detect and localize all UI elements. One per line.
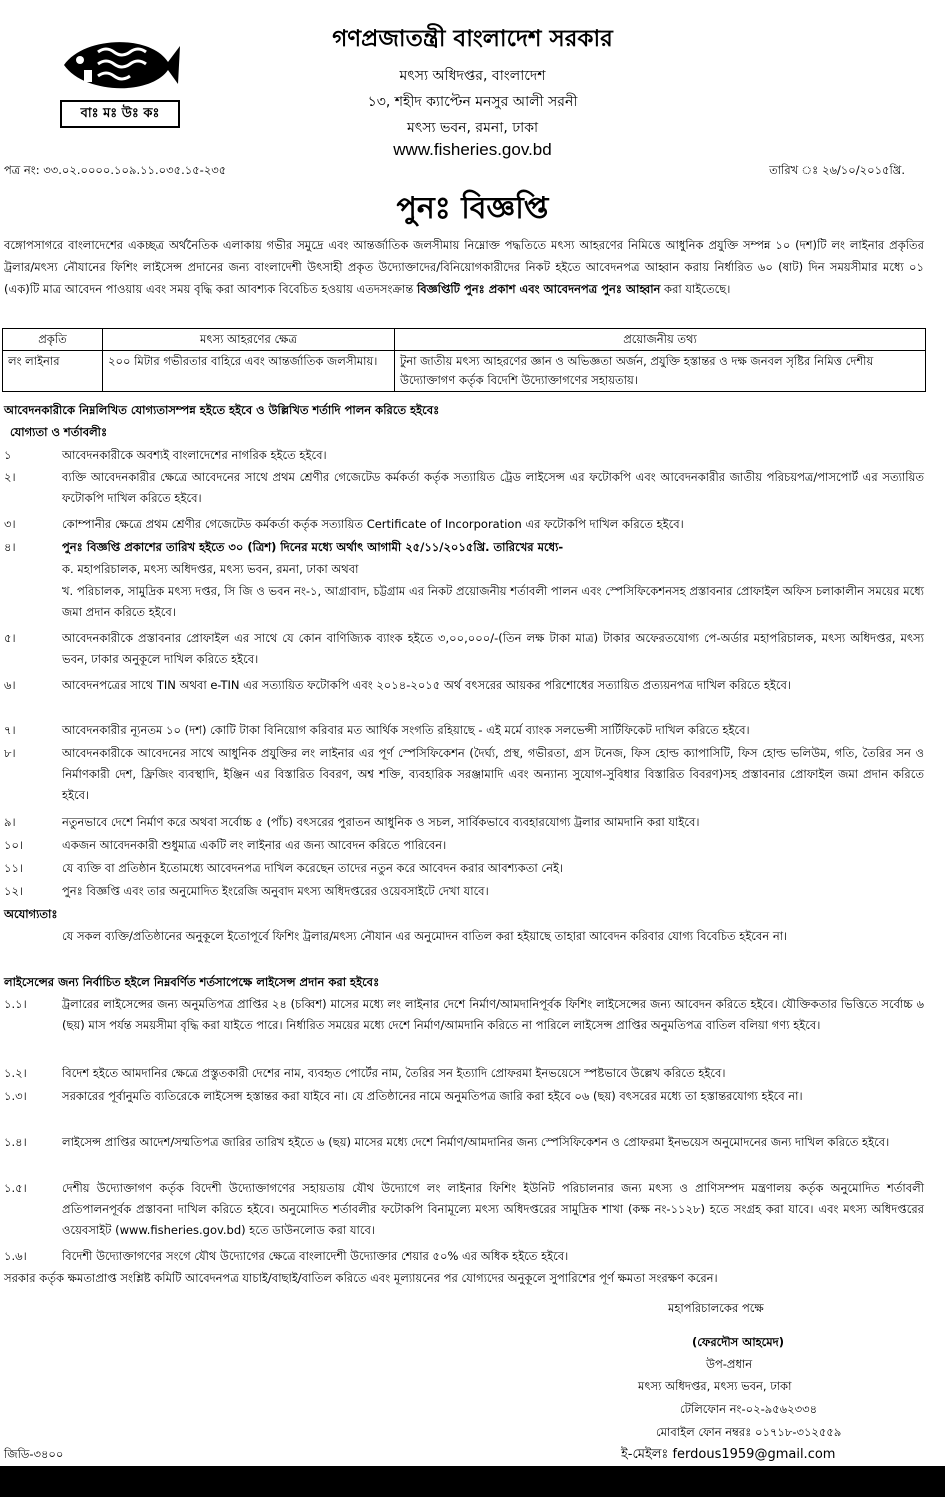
eligibility-item: কোম্পানীর ক্ষেত্রে প্রথম শ্রেণীর গেজেটেড কর্মকর্তা কর্তৃক সত্যায়িত Certificate of Incorporation এর ফটোকপি দাখিল করিতে হইবে। [62, 517, 684, 531]
intro-paragraph [4, 234, 924, 300]
table-header: প্রকৃতি [3, 329, 103, 351]
eligibility-item: নতুনভাবে দেশে নির্মাণ করে অথবা সর্বোচ্চ ৫ (পাঁচ) বৎসরের পুরাতন আধুনিক ও সচল, সার্বিকভাবে ব্যবহারযোগ্য ট্রলার আমদানি করা যাইবে। [62, 815, 700, 829]
eligibility-heading: আবেদনকারীকে নিম্নলিখিত যোগ্যতাসম্পন্ন হইতে হইবে ও উল্লিখিত শর্তাদি পালন করিতে হইবেঃ [4, 403, 440, 417]
item-number: ৪। [4, 540, 16, 554]
license-item: ট্রলারের লাইসেন্সের জন্য অনুমতিপত্র প্রাপ্তির ২৪ (চব্বিশ) মাসের মধ্যে লং লাইনার দেশে নির্মাণ/আমদানিপূর্বক ফিশিং লাইসেন্সের জন্য আবেদন করিতে হইবে। যৌক্তিকতার ভিত্তিতে সর্বোচ্চ ৬ (ছয়) মাস পর্যন্ত সময়সীমা বৃদ্ধি করা যাইতে পারে। নির্ধারিত সময়ের মধ্যে দেশে নির্মাণ/আমদানি করিতে না পারিলে লাইসেন্স প্রাপ্তির অনুমতিপত্র বাতিল বলিয়া গণ্য হইবে। [62, 997, 924, 1032]
submission-office-b: খ. পরিচালক, সামুদ্রিক মৎস্য দপ্তর, সি জি ও ভবন নং-১, আগ্রাবাদ, চট্টগ্রাম এর নিকট প্রয়োজনীয় শর্তাবলী পালন এবং স্পেসিফিকেশনসহ প্রস্তাবনার প্রোফাইল অফিস চলাকালীন সময়ের মধ্যে জমা প্রদান করিতে হইবে। [62, 584, 924, 619]
submission-office-a: ক. মহাপরিচালক, মৎস্য অধিদপ্তর, মৎস্য ভবন, রমনা, ঢাকা অথবা [62, 562, 359, 576]
eligibility-item: যে ব্যক্তি বা প্রতিষ্ঠান ইতোমধ্যে আবেদনপত্র দাখিল করেছেন তাদের নতুন করে আবেদন করার আবশ্যকতা নেই। [62, 861, 564, 875]
eligibility-item: আবেদনপত্রের সাথে TIN অথবা e-TIN এর সত্যায়িত ফটোকপি এবং ২০১৪-২০১৫ অর্থ বৎসরের আয়কর পরিশোধের সত্যায়িত প্রত্যয়নপত্র দাখিল করিতে হইবে। [62, 678, 791, 692]
item-number: ৬। [4, 678, 16, 692]
signatory-name: (ফেরদৌস আহমেদ) [692, 1335, 784, 1349]
item-number: ১.৬। [4, 1249, 27, 1263]
table-cell: টুনা জাতীয় মৎস্য আহরণের জ্ঞান ও অভিজ্ঞতা অর্জন, প্রযুক্তি হস্তান্তর ও দক্ষ জনবল সৃষ্টির নিমিত্ত দেশীয় উদ্যোক্তাগণ কর্তৃক বিদেশি উদ্যোক্তাগণের সহায়তায়। [395, 351, 926, 392]
table-header: মৎস্য আহরণের ক্ষেত্র [103, 329, 395, 351]
table-cell: লং লাইনার [3, 351, 103, 392]
item-number: ৯। [4, 815, 16, 829]
item-number: ২। [4, 470, 16, 484]
notice-date: তারিখ ঃ ২৬/১০/২০১৫খ্রি. [769, 163, 905, 177]
website-link[interactable]: www.fisheries.gov.bd [393, 140, 552, 159]
item-number: ৩। [4, 517, 16, 531]
disqualification-text: যে সকল ব্যক্তি/প্রতিষ্ঠানের অনুকূলে ইতোপূর্বে ফিশিং ট্রলার/মৎস্য নৌযান এর অনুমোদন বাতিল করা হইয়াছে তাহারা আবেদন করিবার যোগ্য বিবেচিত হইবেন না। [62, 929, 788, 943]
license-item: দেশীয় উদ্যোক্তাগণ কর্তৃক বিদেশী উদ্যোক্তাগণের সহায়তায় যৌথ উদ্যোগে লং লাইনার ফিশিং ইউনিট পরিচালনার জন্য মৎস্য ও প্রাণিসম্পদ মন্ত্রণালয় কর্তৃক অনুমোদিত শর্তাবলী প্রতিপালনপূর্বক প্রস্তাবনা দাখিল করিতে হইবে। অনুমোদিত শর্তাবলীর ফটোকপি বিনামূল্যে মৎস্য অধিদপ্তরের সামুদ্রিক শাখা (কক্ষ নং-১১২৮) হতে সংগ্রহ করা যাবে। এবং মৎস্য অধিদপ্তরের ওয়েবসাইট (www.fisheries.gov.bd) হতে ডাউনলোড করা যাবে। [62, 1181, 924, 1237]
on-behalf-label: মহাপরিচালকের পক্ষে [668, 1301, 764, 1315]
table-header: প্রয়োজনীয় তথ্য [395, 329, 926, 351]
eligibility-subheading: যোগ্যতা ও শর্তাবলীঃ [10, 425, 108, 439]
intro-text: বঙ্গোপসাগরে বাংলাদেশের একচ্ছত্র অর্থনৈতিক এলাকায় গভীর সমুদ্রে এবং আন্তর্জাতিক জলসীমায় নিম্নোক্ত পদ্ধতিতে মৎস্য আহরণের নিমিত্তে আধুনিক প্রযুক্তি সম্পন্ন ১০ (দশ)টি লং লাইনার প্রকৃতির ট্রলার/মৎস্য নৌযানের ফিশিং লাইসেন্স প্রদানের জন্য বাংলাদেশী উৎসাহী প্রকৃত উদ্যোক্তাদের/বিনিয়োগকারীদের নিকট হইতে আবেদনপত্র আহ্বান করায় নির্ধারিত ৬০ (ষাট) দিন সময়সীমার মধ্যে ০১ (এক)টি মাত্র আবেদন পাওয়ায় এবং সময় বৃদ্ধি করা আবশ্যক বিবেচিত হওয়ায় এতদসংক্রান্ত [4, 238, 924, 296]
item-number: ১১। [4, 861, 24, 875]
license-item: সরকারের পূর্বানুমতি ব্যতিরেকে লাইসেন্স হস্তান্তর করা যাইবে না। যে প্রতিষ্ঠানের নামে অনুমতিপত্র জারি করা হইবে ০৬ (ছয়) বৎসরের মধ্যে তা হস্তান্তরযোগ্য হইবে না। [62, 1089, 803, 1103]
item-number: ৭। [4, 723, 16, 737]
license-item: বিদেশ হইতে আমদানির ক্ষেত্রে প্রস্তুতকারী দেশের নাম, ব্যবহৃত পোর্টের নাম, তৈরির সন ইত্যাদি প্রোফরমা ইনভয়েসে স্পষ্টভাবে উল্লেখ করিতে হইবে। [62, 1066, 726, 1080]
license-heading: লাইসেন্সের জন্য নির্বাচিত হইলে নিম্নবর্ণিত শর্তসাপেক্ষে লাইসেন্স প্রদান করা হইবেঃ [4, 975, 380, 989]
bottom-border [0, 1466, 945, 1497]
notice-title: পুনঃ বিজ্ঞপ্তি [396, 191, 549, 226]
intro-bold: বিজ্ঞপ্তিটি পুনঃ প্রকাশ এবং আবেদনপত্র পুনঃ আহ্বান [416, 282, 661, 296]
closing-statement: সরকার কর্তৃক ক্ষমতাপ্রাপ্ত সংশ্লিষ্ট কমিটি আবেদনপত্র যাচাই/বাছাই/বাতিল করিতে এবং মূল্যায়নের পর যোগ্যদের অনুকূলে সুপারিশের পূর্ণ ক্ষমতা সংরক্ষণ করেন। [4, 1271, 718, 1285]
logo-label: বাঃ মঃ উঃ কঃ [60, 100, 180, 128]
footer-code: জিডি-৩৪০০ [4, 1447, 64, 1461]
eligibility-item: আবেদনকারীকে আবেদনের সাথে আধুনিক প্রযুক্তির লং লাইনার এর পূর্ণ স্পেসিফিকেশন (দৈর্ঘ্য, প্রস্থ, গভীরতা, গ্রস টনেজ, ফিস হোল্ড ক্যাপাসিটি, ফিস হোল্ড ভলিউম, গতি, তৈরির সন ও নির্মাণকারী দেশ, ফ্রিজিং ব্যবস্থাদি, ইঞ্জিন এর বিস্তারিত বিবরণ, অশ্ব শক্তি, ব্যবহারিক সরঞ্জামাদি এবং অন্যান্য সুযোগ-সুবিধার বিস্তারিত বিবরণ)সহ প্রস্তাবনার প্রোফাইল জমা প্রদান করিতে হইবে। [62, 746, 924, 802]
table-header-row [3, 329, 926, 351]
item-number: ৫। [4, 631, 16, 645]
signatory-designation: উপ-প্রধান [706, 1357, 753, 1371]
item-number: ১.৩। [4, 1089, 27, 1103]
item-number: ১২। [4, 884, 24, 898]
eligibility-item: একজন আবেদনকারী শুধুমাত্র একটি লং লাইনার এর জন্য আবেদন করিতে পারিবেন। [62, 838, 447, 852]
signatory-email[interactable]: ই-মেইলঃ ferdous1959@gmail.com [621, 1447, 836, 1462]
eligibility-item-deadline: পুনঃ বিজ্ঞপ্তি প্রকাশের তারিখ হইতে ৩০ (ত্রিশ) দিনের মধ্যে অর্থাৎ আগামী ২৫/১১/২০১৫খ্রি. তারিখের মধ্যে- [62, 540, 564, 554]
fishing-info-table [2, 328, 926, 392]
intro-tail: করা যাইতেছে। [660, 282, 731, 296]
license-item: বিদেশী উদ্যোক্তাগণের সংগে যৌথ উদ্যোগের ক্ষেত্রে বাংলাদেশী উদ্যোক্তার শেয়ার ৫০% এর অধিক হইতে হইবে। [62, 1249, 569, 1263]
address-line-2: মৎস্য ভবন, রমনা, ঢাকা [406, 120, 539, 136]
government-title: গণপ্রজাতন্ত্রী বাংলাদেশ সরকার [332, 26, 613, 52]
item-number: ১.৫। [4, 1181, 27, 1195]
table-cell: ২০০ মিটার গভীরতার বাহিরে এবং আন্তর্জাতিক জলসীমায়। [103, 351, 395, 392]
eligibility-item: আবেদনকারীকে অবশ্যই বাংলাদেশের নাগরিক হইতে হইবে। [62, 448, 327, 462]
table-row [3, 351, 926, 392]
item-number: ১.৪। [4, 1135, 27, 1149]
license-item: লাইসেন্স প্রাপ্তির আদেশ/সম্মতিপত্র জারির তারিখ হইতে ৬ (ছয়) মাসের মধ্যে দেশে নির্মাণ/আমদানির জন্য স্পেসিফিকেশন ও প্রোফরমা ইনভয়েস অনুমোদনের জন্য দাখিল করিতে হইবে। [62, 1135, 890, 1149]
item-number: ৮। [4, 746, 16, 760]
eligibility-item: আবেদনকারীর ন্যূনতম ১০ (দশ) কোটি টাকা বিনিয়োগ করিবার মত আর্থিক সংগতি রহিয়াছে - এই মর্মে ব্যাংক সলভেন্সী সার্টিফিকেট দাখিল করিতে হইবে। [62, 723, 750, 737]
eligibility-item: ব্যক্তি আবেদনকারীর ক্ষেত্রে আবেদনের সাথে প্রথম শ্রেণীর গেজেটেড কর্মকর্তা কর্তৃক সত্যায়িত ট্রেড লাইসেন্স এর ফটোকপি এবং আবেদনকারীর জাতীয় পরিচয়পত্র/পাসপোর্ট এর সত্যায়িত ফটোকপি দাখিল করিতে হইবে। [62, 470, 924, 505]
office-name: মৎস্য অধিদপ্তর, বাংলাদেশ [399, 68, 546, 84]
eligibility-item: আবেদনকারীকে প্রস্তাবনার প্রোফাইল এর সাথে যে কোন বাণিজ্যিক ব্যাংক হইতে ৩,০০,০০০/-(তিন লক্ষ টাকা মাত্র) টাকার অফেরতযোগ্য পে-অর্ডার মহাপরিচালক, মৎস্য অধিদপ্তর, মৎস্য ভবন, ঢাকার অনুকূলে দাখিল করিতে হইবে। [62, 631, 924, 666]
item-number: ১ [4, 448, 12, 462]
address-line-1: ১৩, শহীদ ক্যাপ্টেন মনসুর আলী সরনী [367, 94, 578, 110]
fisheries-logo [58, 32, 182, 128]
eligibility-item: পুনঃ বিজ্ঞপ্তি এবং তার অনুমোদিত ইংরেজি অনুবাদ মৎস্য অধিদপ্তরের ওয়েবসাইটে দেখা যাবে। [62, 884, 489, 898]
reference-number: পত্র নং: ৩৩.০২.০০০০.১০৯.১১.০৩৫.১৫-২৩৫ [4, 163, 227, 177]
item-number: ১.২। [4, 1066, 27, 1080]
signatory-mobile: মোবাইল ফোন নম্বরঃ ০১৭১৮-৩১২৫৫৯ [656, 1425, 842, 1439]
item-number: ১০। [4, 838, 24, 852]
item-number: ১.১। [4, 997, 27, 1011]
signatory-office: মৎস্য অধিদপ্তর, মৎস্য ভবন, ঢাকা [638, 1379, 792, 1393]
fish-emblem-icon [58, 32, 182, 98]
disqualification-heading: অযোগ্যতাঃ [4, 907, 58, 921]
signatory-phone: টেলিফোন নং-০২-৯৫৬২৩৩৪ [680, 1402, 818, 1416]
